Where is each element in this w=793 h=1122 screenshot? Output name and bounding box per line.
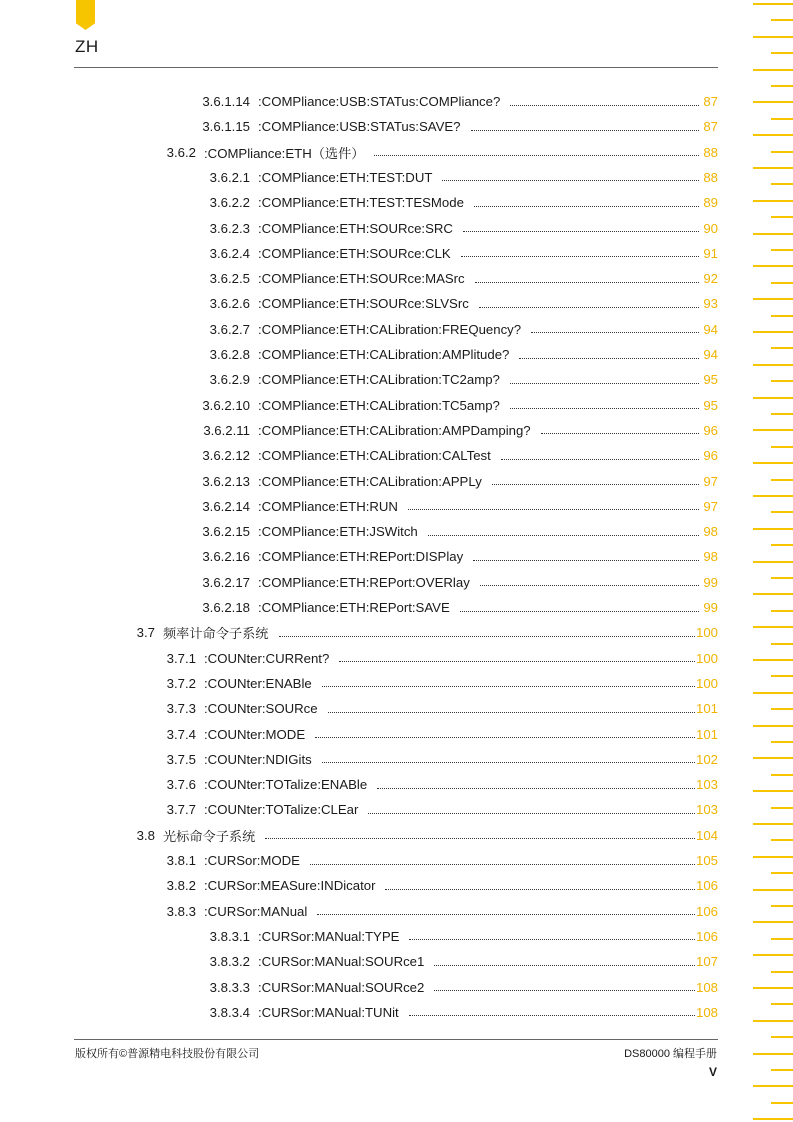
toc-entry-number: 3.6.2.13 <box>202 473 250 489</box>
ruler-tick <box>753 561 793 563</box>
toc-entry-page-link[interactable]: 96 <box>703 448 718 464</box>
ruler-tick <box>753 757 793 759</box>
toc-entry-page-link[interactable]: 102 <box>695 751 718 767</box>
toc-leader-dots <box>377 787 695 789</box>
toc-entry-page-link[interactable]: 97 <box>703 498 718 514</box>
ruler-tick <box>771 741 793 743</box>
ruler-tick <box>753 626 793 628</box>
copyright-text: 版权所有©普源精电科技股份有限公司 <box>75 1048 260 1060</box>
toc-leader-dots <box>409 938 695 940</box>
toc-entry[interactable] <box>0 544 718 569</box>
ruler-tick <box>771 151 793 153</box>
toc-leader-dots <box>442 179 699 181</box>
ruler-tick <box>753 1118 793 1120</box>
toc-entry-title: :COUNter:MODE <box>204 726 306 742</box>
ruler-tick <box>753 725 793 727</box>
toc-entry-title: 频率计命令子系统 <box>163 626 269 642</box>
toc-entry-number: 3.7.1 <box>166 650 196 666</box>
toc-leader-dots <box>510 104 699 106</box>
toc-leader-dots <box>279 635 695 637</box>
toc-entry[interactable] <box>0 418 718 443</box>
ruler-tick <box>771 413 793 415</box>
toc-entry[interactable] <box>0 494 718 519</box>
ruler-tick <box>771 1102 793 1104</box>
toc-entry[interactable] <box>0 140 718 165</box>
toc-entry-page-link[interactable]: 100 <box>695 650 718 666</box>
toc-leader-dots <box>408 508 699 510</box>
ruler-tick <box>753 69 793 71</box>
toc-leader-dots <box>473 559 699 561</box>
toc-entry[interactable] <box>0 671 718 696</box>
toc-entry-title: :COUNter:SOURce <box>204 701 318 717</box>
toc-entry-title: :COMPliance:ETH:SOURce:MASrc <box>258 271 465 287</box>
toc-entry-number: 3.6.2.8 <box>209 347 250 362</box>
toc-entry[interactable] <box>0 1000 718 1025</box>
toc-entry-number: 3.6.2.17 <box>202 574 250 590</box>
ruler-tick <box>771 19 793 21</box>
toc-entry-page-link[interactable]: 92 <box>703 271 718 287</box>
toc-entry[interactable] <box>0 949 718 974</box>
toc-leader-dots <box>519 357 699 359</box>
toc-leader-dots <box>434 964 695 966</box>
ruler-tick <box>753 1020 793 1022</box>
toc-entry-page-link[interactable]: 106 <box>695 903 718 919</box>
ruler-tick <box>771 1069 793 1071</box>
toc-entry-number: 3.7.5 <box>166 751 196 767</box>
toc-leader-dots <box>501 458 699 460</box>
toc-entry[interactable] <box>0 190 718 215</box>
toc-entry-title: :COMPliance:ETH:SOURce:SLVSrc <box>258 296 469 312</box>
toc-entry[interactable] <box>0 747 718 772</box>
toc-entry[interactable] <box>0 696 718 721</box>
toc-entry[interactable] <box>0 317 718 342</box>
toc-entry[interactable] <box>0 848 718 873</box>
ruler-tick <box>753 790 793 792</box>
toc-entry-page-link[interactable]: 99 <box>703 574 718 590</box>
toc-entry[interactable] <box>0 570 718 595</box>
toc-entry-number: 3.6.2.3 <box>209 220 250 236</box>
ruler-tick <box>753 364 793 366</box>
toc-entry[interactable] <box>0 823 718 848</box>
ruler-tick <box>753 298 793 300</box>
ruler-tick <box>771 249 793 251</box>
toc-entry-number: 3.7 <box>136 625 155 641</box>
toc-entry-page-link[interactable]: 88 <box>703 169 718 185</box>
toc-entry[interactable] <box>0 114 718 139</box>
toc-entry-title: :COMPliance:ETH:CALibration:AMPDamping? <box>258 422 531 438</box>
toc-entry-title: :COMPliance:ETH:CALibration:TC2amp? <box>258 372 500 388</box>
toc-entry-page-link[interactable]: 104 <box>695 827 718 843</box>
toc-leader-dots <box>471 129 699 131</box>
toc-entry-title: :COMPliance:ETH:SOURce:SRC <box>258 220 453 236</box>
ruler-tick <box>771 118 793 120</box>
toc-entry-number: 3.6.2 <box>166 144 196 160</box>
ruler-tick <box>771 380 793 382</box>
chapter-tab-marker <box>76 0 95 30</box>
ruler-tick <box>771 315 793 317</box>
toc-entry-page-link[interactable]: 106 <box>695 878 718 894</box>
ruler-tick <box>753 462 793 464</box>
ruler-tick <box>753 1085 793 1087</box>
ruler-tick <box>753 593 793 595</box>
ruler-tick <box>753 233 793 235</box>
ruler-tick <box>753 3 793 5</box>
ruler-tick <box>771 347 793 349</box>
toc-entry-title: :COMPliance:ETH:REPort:SAVE <box>258 600 450 615</box>
toc-entry-page-link[interactable]: 108 <box>695 1004 718 1020</box>
toc-leader-dots <box>479 306 699 308</box>
toc-entry-number: 3.6.2.16 <box>202 549 250 565</box>
toc-entry-title: :COUNter:TOTalize:ENABle <box>204 777 368 793</box>
ruler-tick <box>753 397 793 399</box>
toc-leader-dots <box>460 610 699 612</box>
toc-entry-page-link[interactable]: 108 <box>695 979 718 995</box>
ruler-tick <box>771 675 793 677</box>
ruler-tick <box>753 200 793 202</box>
ruler-tick <box>753 429 793 431</box>
toc-entry-page-link[interactable]: 90 <box>703 220 718 236</box>
toc-entry[interactable] <box>0 519 718 544</box>
ruler-tick <box>771 610 793 612</box>
ruler-tick <box>771 807 793 809</box>
toc-entry-number: 3.6.2.15 <box>202 524 250 540</box>
ruler-tick <box>771 708 793 710</box>
ruler-tick <box>771 872 793 874</box>
ruler-tick <box>753 36 793 38</box>
toc-entry-number: 3.6.2.2 <box>209 195 250 211</box>
toc-entry[interactable] <box>0 646 718 671</box>
ruler-tick <box>753 889 793 891</box>
ruler-tick <box>771 282 793 284</box>
toc-leader-dots <box>480 584 699 586</box>
toc-entry-number: 3.6.2.12 <box>202 448 250 464</box>
ruler-tick <box>753 987 793 989</box>
ruler-tick <box>771 183 793 185</box>
toc-entry[interactable] <box>0 266 718 291</box>
toc-entry-page-link[interactable]: 94 <box>703 321 718 337</box>
toc-entry-title: :COMPliance:ETH:CALibration:CALTest <box>258 448 491 464</box>
toc-leader-dots <box>310 863 695 865</box>
toc-leader-dots <box>374 154 699 156</box>
ruler-tick <box>753 659 793 661</box>
toc-entry-page-link[interactable]: 103 <box>695 802 718 818</box>
ruler-tick <box>771 85 793 87</box>
toc-entry-title: :COUNter:ENABle <box>204 675 312 691</box>
toc-entry-title: :COMPliance:ETH:CALibration:TC5amp? <box>258 397 500 413</box>
ruler-tick <box>753 528 793 530</box>
toc-entry-title: :COMPliance:USB:STATus:COMPliance? <box>258 94 501 109</box>
toc-entry-page-link[interactable]: 88 <box>703 144 718 160</box>
ruler-tick <box>753 1053 793 1055</box>
toc-entry-title: :COMPliance:ETH:CALibration:APPLy <box>258 473 482 489</box>
toc-entry[interactable] <box>0 89 718 114</box>
toc-leader-dots <box>368 812 695 814</box>
toc-entry-page-link[interactable]: 93 <box>703 296 718 312</box>
toc-entry-page-link[interactable]: 106 <box>695 928 718 944</box>
toc-entry-number: 3.6.2.10 <box>202 397 250 413</box>
toc-entry-page-link[interactable]: 103 <box>695 777 718 793</box>
toc-entry-page-link[interactable]: 95 <box>703 397 718 413</box>
toc-entry-page-link[interactable]: 98 <box>703 549 718 565</box>
toc-entry-title: 光标命令子系统 <box>163 828 256 844</box>
ruler-tick <box>771 905 793 907</box>
toc-entry[interactable] <box>0 342 718 367</box>
toc-leader-dots <box>315 736 695 738</box>
toc-entry[interactable] <box>0 595 718 620</box>
toc-entry-page-link[interactable]: 101 <box>695 726 718 742</box>
toc-leader-dots <box>510 382 699 384</box>
toc-entry-page-link[interactable]: 107 <box>695 954 718 970</box>
language-label: ZH <box>75 37 99 56</box>
toc-entry-title: :COMPliance:ETH:RUN <box>258 498 398 514</box>
toc-leader-dots <box>409 1014 695 1016</box>
toc-entry-number: 3.6.2.18 <box>202 600 250 615</box>
toc-entry-number: 3.7.2 <box>166 675 196 691</box>
toc-entry-page-link[interactable]: 100 <box>695 625 718 641</box>
toc-leader-dots <box>322 685 695 687</box>
toc-entry-title: :COMPliance:ETH:REPort:DISPlay <box>258 549 464 565</box>
toc-entry-number: 3.8.3.3 <box>209 979 250 995</box>
toc-entry-number: 3.6.2.14 <box>202 498 250 514</box>
toc-entry-number: 3.6.1.15 <box>202 119 250 135</box>
toc-entry-title: :COUNter:NDIGits <box>204 751 312 767</box>
toc-entry-number: 3.7.6 <box>166 777 196 793</box>
ruler-tick <box>771 511 793 513</box>
toc-entry-number: 3.6.2.1 <box>209 169 250 185</box>
toc-entry[interactable] <box>0 165 718 190</box>
toc-entry[interactable] <box>0 367 718 392</box>
ruler-tick <box>753 331 793 333</box>
toc-entry-title: :COMPliance:ETH:TEST:TESMode <box>258 195 464 211</box>
edge-ruler-decoration <box>748 0 793 1122</box>
toc-entry-number: 3.8.3.2 <box>209 954 250 970</box>
toc-entry[interactable] <box>0 772 718 797</box>
toc-entry-page-link[interactable]: 97 <box>703 473 718 489</box>
toc-entry-page-link[interactable]: 91 <box>703 245 718 261</box>
toc-entry-title: :COMPliance:ETH:SOURce:CLK <box>258 245 451 261</box>
toc-entry-title: :COMPliance:USB:STATus:SAVE? <box>258 119 461 135</box>
toc-entry[interactable] <box>0 873 718 898</box>
toc-entry[interactable] <box>0 291 718 316</box>
toc-entry-page-link[interactable]: 87 <box>703 94 718 109</box>
toc-entry[interactable] <box>0 797 718 822</box>
ruler-tick <box>753 921 793 923</box>
toc-leader-dots <box>339 660 695 662</box>
toc-leader-dots <box>510 407 699 409</box>
ruler-tick <box>771 52 793 54</box>
toc-entry-title: :COMPliance:ETH:JSWitch <box>258 524 418 540</box>
toc-entry-number: 3.7.4 <box>166 726 196 742</box>
ruler-tick <box>753 954 793 956</box>
toc-entry[interactable] <box>0 924 718 949</box>
toc-entry-title: :COMPliance:ETH:CALibration:AMPlitude? <box>258 347 510 362</box>
toc-entry-number: 3.6.2.4 <box>209 245 250 261</box>
toc-leader-dots <box>531 331 699 333</box>
document-title: DS80000 编程手册 <box>624 1048 717 1060</box>
toc-leader-dots <box>265 837 695 839</box>
toc-entry-title: :CURSor:MODE <box>204 853 300 868</box>
ruler-tick <box>771 479 793 481</box>
toc-leader-dots <box>475 281 699 283</box>
toc-entry-number: 3.6.2.6 <box>209 296 250 312</box>
toc-entry-title: :COMPliance:ETH:CALibration:FREQuency? <box>258 321 522 337</box>
toc-entry[interactable] <box>0 620 718 645</box>
toc-entry-page-link[interactable]: 105 <box>695 853 718 868</box>
toc-entry[interactable] <box>0 469 718 494</box>
toc-entry-number: 3.8.3.4 <box>209 1004 250 1020</box>
ruler-tick <box>753 856 793 858</box>
toc-entry-page-link[interactable]: 96 <box>703 422 718 438</box>
toc-leader-dots <box>463 230 699 232</box>
toc-entry[interactable] <box>0 443 718 468</box>
toc-entry-number: 3.8.1 <box>166 853 196 868</box>
toc-entry-title: :CURSor:MANual:SOURce1 <box>258 954 425 970</box>
toc-leader-dots <box>492 483 699 485</box>
ruler-tick <box>753 692 793 694</box>
toc-entry-number: 3.6.2.5 <box>209 271 250 287</box>
toc-entry-title: :CURSor:MANual <box>204 903 308 919</box>
ruler-tick <box>771 839 793 841</box>
ruler-tick <box>771 774 793 776</box>
toc-entry-number: 3.6.2.11 <box>203 422 250 438</box>
toc-entry-page-link[interactable]: 95 <box>703 372 718 388</box>
toc-leader-dots <box>317 913 695 915</box>
page-number: V <box>708 1065 717 1079</box>
ruler-tick <box>753 134 793 136</box>
ruler-tick <box>753 823 793 825</box>
toc-entry-title: :CURSor:MANual:SOURce2 <box>258 979 425 995</box>
toc-entry-title: :CURSor:MANual:TUNit <box>258 1004 399 1020</box>
toc-leader-dots <box>328 711 695 713</box>
toc-entry-title: :COMPliance:ETH（选件） <box>204 145 365 161</box>
header-divider <box>74 67 718 68</box>
toc-entry-number: 3.8.3 <box>166 903 196 919</box>
toc-entry-number: 3.6.2.7 <box>209 321 250 337</box>
toc-entry-page-link[interactable]: 98 <box>703 524 718 540</box>
toc-entry-title: :CURSor:MEASure:INDicator <box>204 878 376 894</box>
toc-leader-dots <box>385 888 695 890</box>
toc-entry-title: :CURSor:MANual:TYPE <box>258 928 400 944</box>
toc-entry-page-link[interactable]: 94 <box>703 347 718 362</box>
toc-entry-title: :COMPliance:ETH:TEST:DUT <box>258 169 433 185</box>
toc-entry-number: 3.7.3 <box>166 701 196 717</box>
toc-entry-number: 3.6.2.9 <box>209 372 250 388</box>
toc-entry[interactable] <box>0 241 718 266</box>
toc-leader-dots <box>474 205 699 207</box>
toc-entry[interactable] <box>0 393 718 418</box>
toc-entry-number: 3.8 <box>136 827 155 843</box>
toc-entry-number: 3.8.2 <box>166 878 196 894</box>
toc-entry-title: :COUNter:TOTalize:CLEar <box>204 802 359 818</box>
ruler-tick <box>771 1003 793 1005</box>
toc-leader-dots <box>541 432 699 434</box>
ruler-tick <box>753 101 793 103</box>
toc-entry[interactable] <box>0 722 718 747</box>
footer-divider <box>74 1039 718 1040</box>
ruler-tick <box>753 265 793 267</box>
ruler-tick <box>771 971 793 973</box>
toc-entry[interactable] <box>0 975 718 1000</box>
toc-entry-page-link[interactable]: 99 <box>703 600 718 615</box>
toc-leader-dots <box>461 255 699 257</box>
toc-leader-dots <box>428 534 699 536</box>
toc-entry-page-link[interactable]: 87 <box>703 119 718 135</box>
toc-entry-page-link[interactable]: 89 <box>703 195 718 211</box>
ruler-tick <box>771 446 793 448</box>
toc-entry-title: :COMPliance:ETH:REPort:OVERlay <box>258 574 470 590</box>
toc-entry[interactable] <box>0 216 718 241</box>
toc-entry-number: 3.6.1.14 <box>202 94 250 109</box>
ruler-tick <box>771 216 793 218</box>
ruler-tick <box>753 167 793 169</box>
ruler-tick <box>753 495 793 497</box>
toc-entry-page-link[interactable]: 101 <box>695 701 718 717</box>
ruler-tick <box>771 544 793 546</box>
ruler-tick <box>771 938 793 940</box>
toc-leader-dots <box>434 989 695 991</box>
toc-entry-title: :COUNter:CURRent? <box>204 650 330 666</box>
ruler-tick <box>771 1036 793 1038</box>
toc-entry[interactable] <box>0 899 718 924</box>
ruler-tick <box>771 577 793 579</box>
toc-entry-number: 3.7.7 <box>166 802 196 818</box>
ruler-tick <box>771 643 793 645</box>
toc-entry-number: 3.8.3.1 <box>209 928 250 944</box>
toc-entry-page-link[interactable]: 100 <box>695 675 718 691</box>
toc-leader-dots <box>322 761 695 763</box>
